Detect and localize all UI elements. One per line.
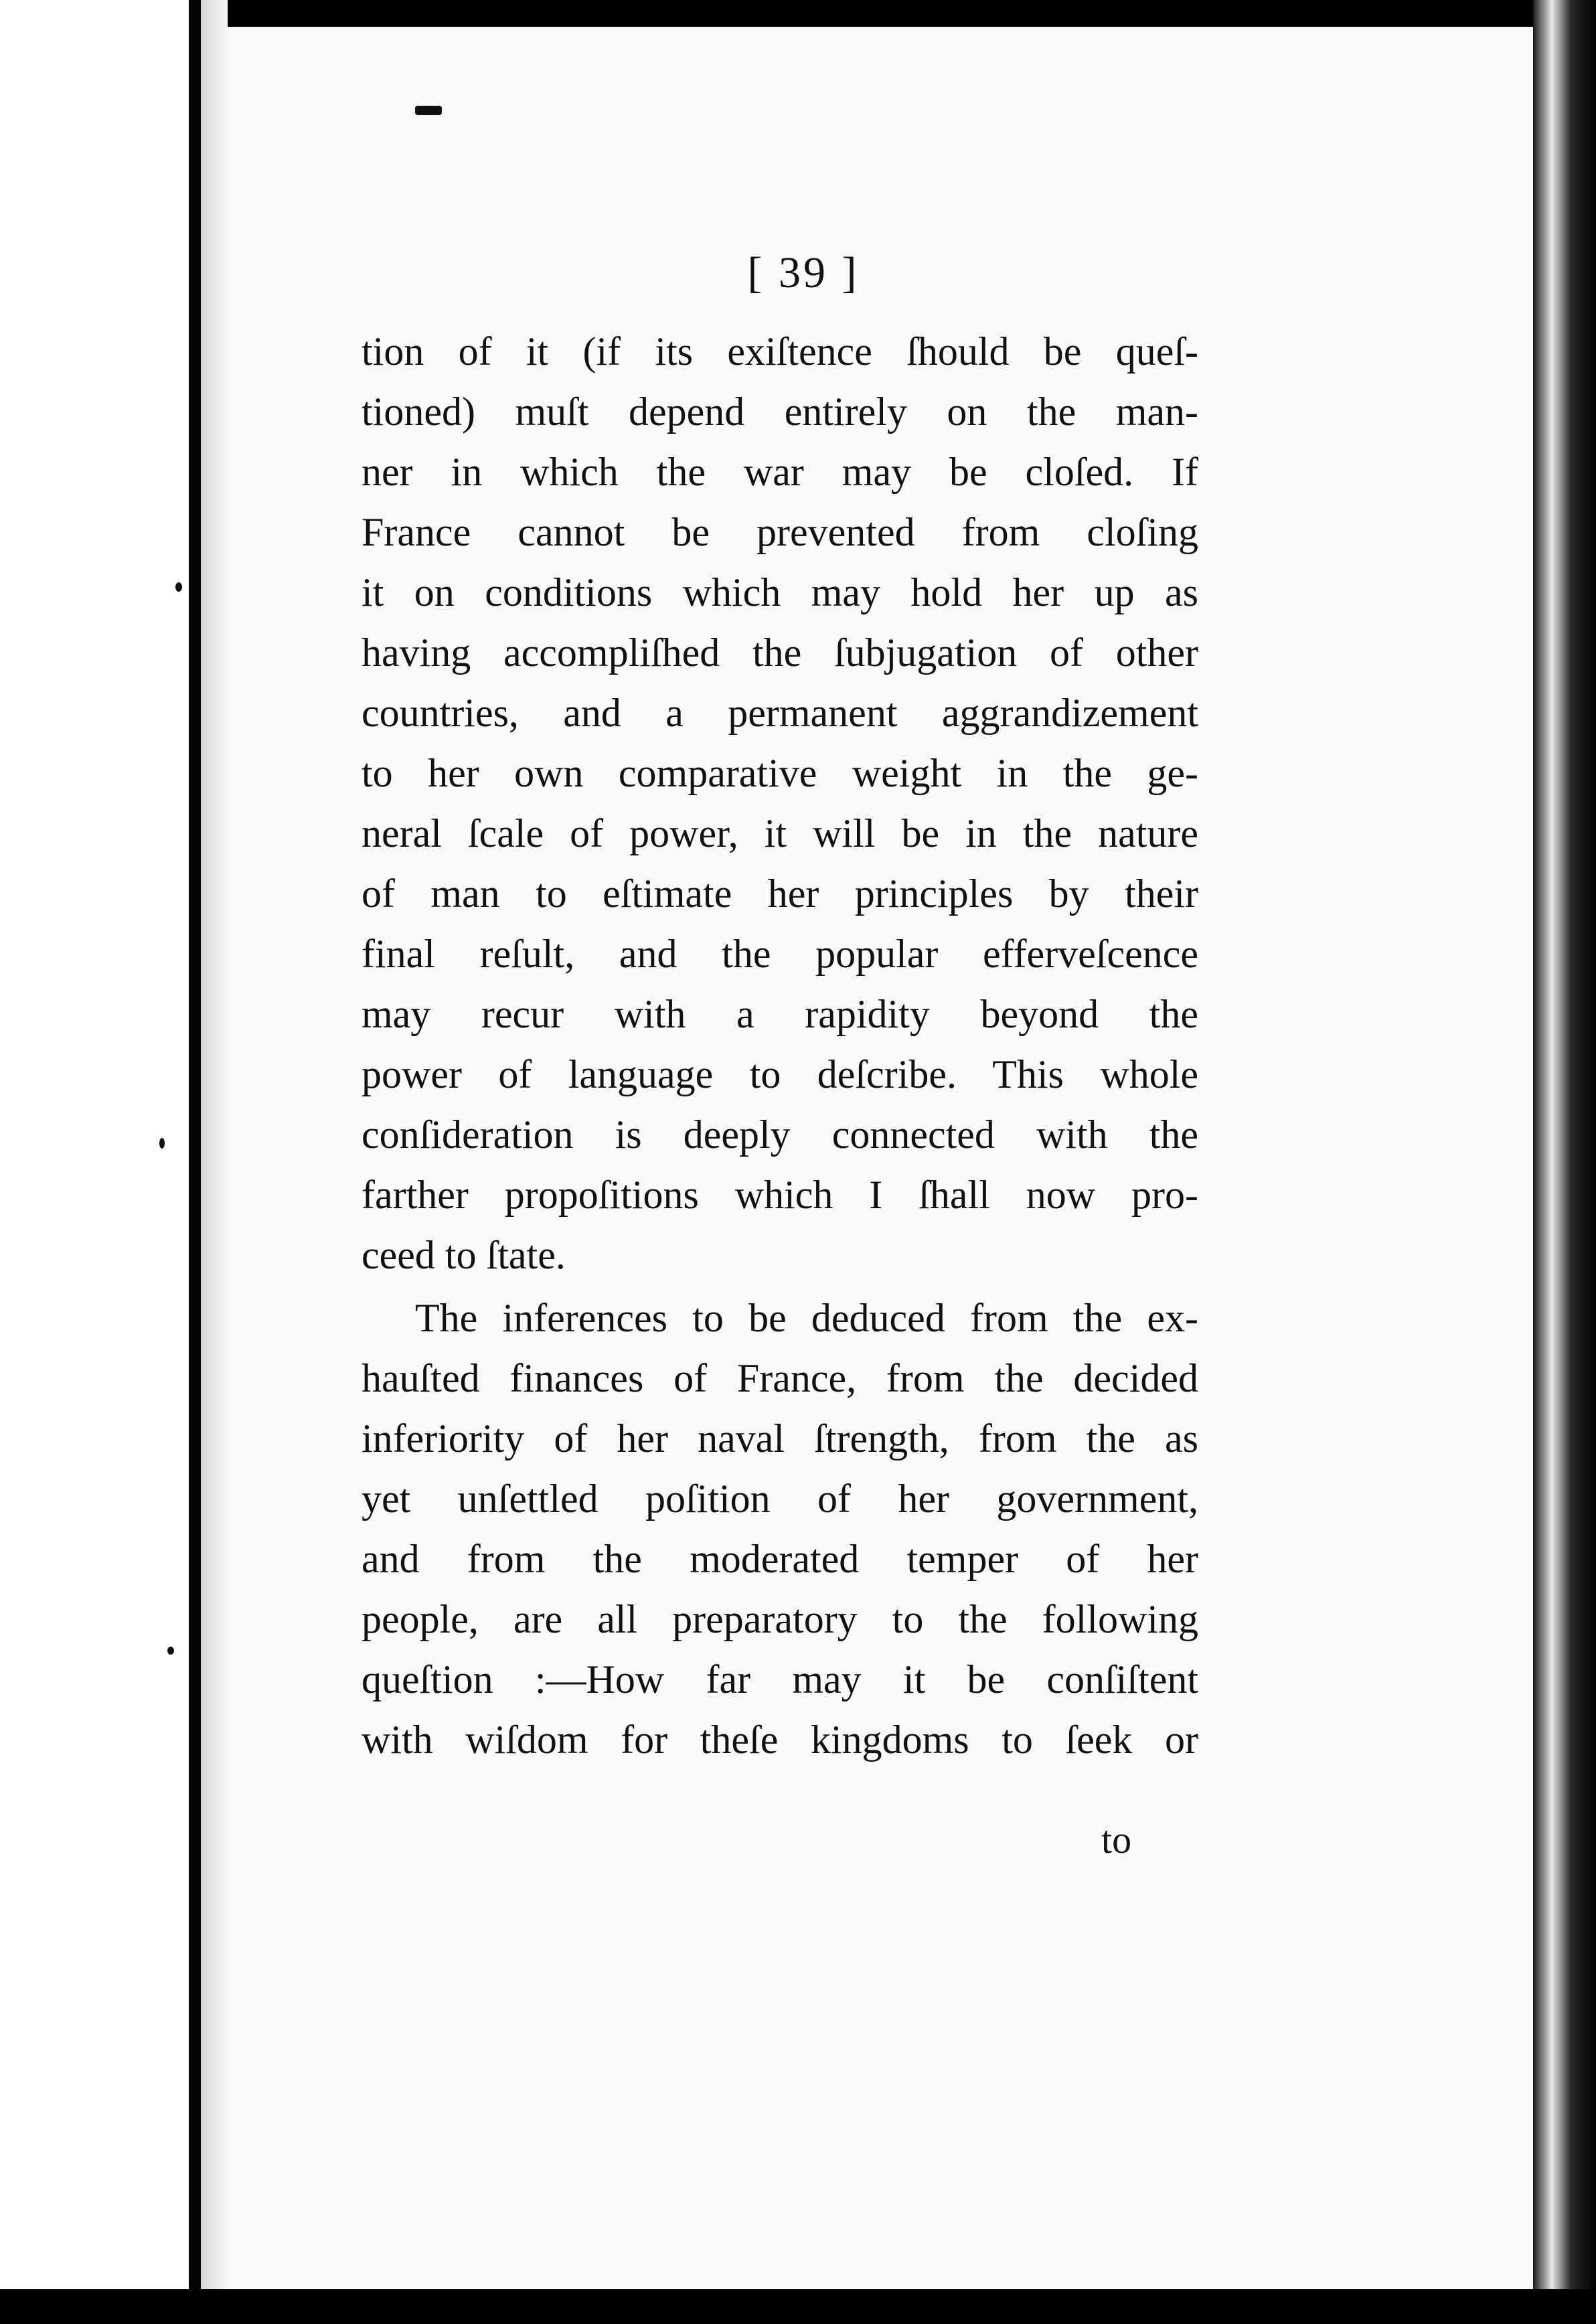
text-line: ner in which the war may be cloſed. If (362, 450, 1198, 494)
gutter-shadow (201, 0, 228, 2324)
ink-mark (415, 106, 442, 115)
text-line: and from the moderated temper of her (362, 1537, 1198, 1581)
text-line: may recur with a rapidity beyond the (362, 992, 1198, 1036)
text-line: ceed to ſtate. (362, 1233, 566, 1277)
text-line: conſideration is deeply connected with the (362, 1112, 1198, 1157)
text-line: tion of it (if its exiſtence ſhould be queſ- (362, 329, 1198, 374)
text-line: final reſult, and the popular effervеſcence (362, 932, 1198, 976)
text-line: France cannot be prevented from cloſing (362, 510, 1198, 554)
page-edge-bottom (0, 2289, 1596, 2324)
text-line: of man to eſtimate her principles by their (362, 872, 1198, 916)
text-line: it on conditions which may hold her up as (362, 570, 1198, 614)
facing-page-edge (0, 0, 189, 2324)
text-line: power of language to deſcribe. This whole (362, 1052, 1198, 1096)
text-line: tioned) muſt depend entirely on the man- (362, 390, 1198, 434)
paragraph-1 (362, 321, 1198, 1285)
text-line: farther propoſitions which I ſhall now pro- (362, 1173, 1198, 1217)
body-text (362, 321, 1198, 1770)
ink-speck (175, 582, 182, 592)
text-line: queſtion :—How far may it be conſiſtent (362, 1657, 1198, 1702)
text-line: with wiſdom for theſe kingdoms to ſeek or (362, 1718, 1198, 1762)
ink-speck (167, 1647, 174, 1655)
text-line: neral ſcale of power, it will be in the nature (362, 811, 1198, 855)
book-gutter (189, 0, 201, 2324)
text-line: having accompliſhed the ſubjugation of other (362, 631, 1198, 675)
text-line: hauſted finances of France, from the decided (362, 1356, 1198, 1400)
text-line: inferiority of her naval ſtrength, from the as (362, 1416, 1198, 1461)
text-line: to her own comparative weight in the ge- (362, 751, 1198, 795)
paragraph-2 (362, 1288, 1198, 1770)
page-edge-right (1533, 0, 1596, 2324)
text-line: yet unſettled poſition of her government, (362, 1477, 1198, 1521)
text-line: people, are all preparatory to the following (362, 1597, 1198, 1641)
ink-speck (159, 1138, 165, 1149)
text-line: countries, and a permanent aggrandizement (362, 691, 1198, 735)
page-header: [ 39 ] (747, 248, 860, 297)
text-line: The inferences to be deduced from the ex- (415, 1296, 1198, 1340)
catchword: to (1101, 1818, 1132, 1861)
